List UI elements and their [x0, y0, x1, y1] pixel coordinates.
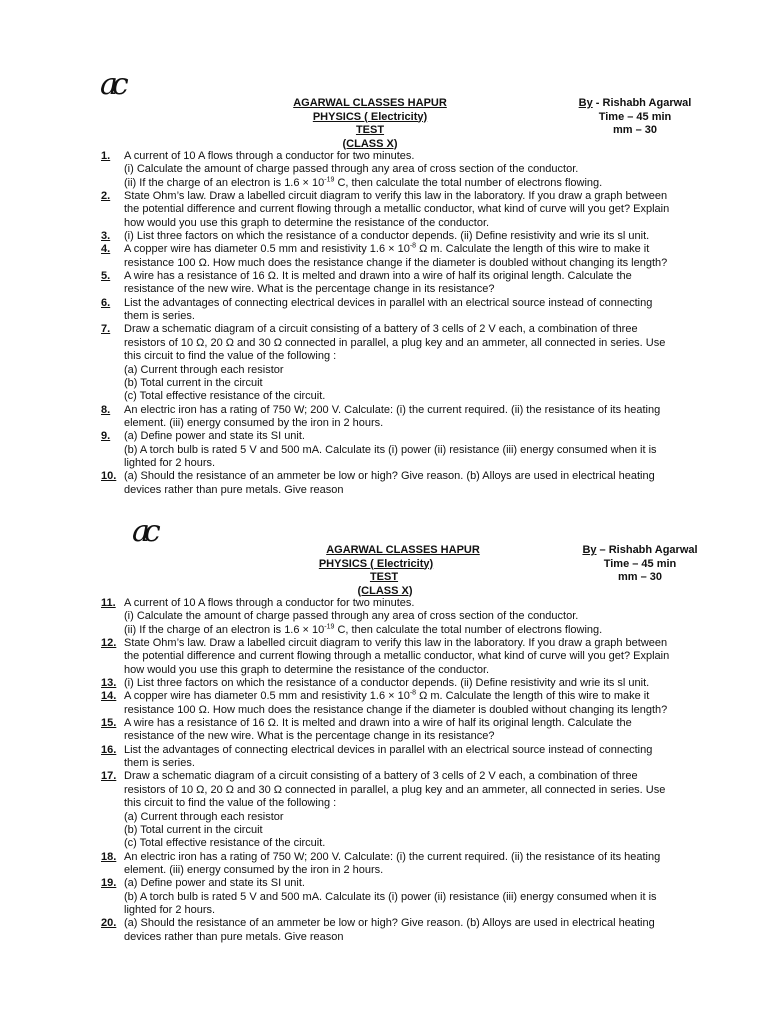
time-limit: Time – 45 min [603, 557, 677, 570]
by-label: By [582, 544, 597, 556]
question-number: 9. [101, 430, 111, 443]
author-name: - Rishabh Agarwal [592, 97, 692, 109]
question-number: 10. [101, 470, 117, 483]
question-line: devices rather than pure metals. Give reason [124, 930, 344, 943]
question-line: (b) Total current in the circuit [124, 376, 263, 389]
max-marks: mm – 30 [612, 124, 658, 136]
question-number: 20. [101, 917, 117, 930]
question-line: A wire has a resistance of 16 Ω. It is melted and drawn into a wire of half its original length. Calculate the [124, 717, 632, 730]
question-number: 12. [101, 637, 117, 650]
question-line: resistors of 10 Ω, 20 Ω and 30 Ω connected in parallel, a plug key and an ammeter, all connected in series. Use [124, 783, 666, 796]
question-number: 2. [101, 190, 111, 203]
exponent: -8 [409, 242, 417, 250]
question-line: (a) Should the resistance of an ammeter be low or high? Give reason. (b) Alloys are used in electrical heating [124, 470, 655, 483]
question-line: lighted for 2 hours. [124, 456, 216, 469]
max-marks: mm – 30 [617, 571, 663, 583]
question-line: An electric iron has a rating of 750 W; 200 V. Calculate: (i) the current required. (ii) the resistance of its heating [124, 850, 661, 863]
question [101, 877, 701, 917]
question-number: 15. [101, 717, 117, 730]
question [101, 770, 701, 850]
question-line: element. (iii) energy consumed by the iron in 2 hours. [124, 863, 384, 876]
question-line: List the advantages of connecting electrical devices in parallel with an electrical source instead of connecting [124, 743, 653, 756]
question [101, 323, 701, 403]
question-line: A copper wire has diameter 0.5 mm and resistivity $1.6 \times 10^{-8}$ Ω m. Calculate the length of this wire to make it [124, 242, 650, 256]
question-line: (b) Total current in the circuit [124, 823, 263, 836]
question-line: (a) Current through each resistor [124, 363, 284, 376]
question-number: 5. [101, 270, 111, 283]
institute-name: AGARWAL CLASSES HAPUR [326, 544, 480, 556]
question-line: (ii) If the charge of an electron is $1.6 \times 10^{-19}$ C, then calculate the total number of electrons flowing. [124, 623, 603, 636]
question-number: 8. [101, 403, 111, 416]
question-line: (b) A torch bulb is rated 5 V and 500 mA. Calculate its (i) power (ii) resistance (iii) energy consumed when it is [124, 443, 657, 456]
question [101, 270, 701, 297]
question-line: A current of 10 A flows through a conductor for two minutes. [124, 150, 415, 162]
question-line: them is series. [124, 757, 195, 770]
question-line: Draw a schematic diagram of a circuit consisting of a battery of 3 cells of 2 V each, a combination of three [124, 323, 638, 336]
question-line: this circuit to find the value of the following : [124, 797, 337, 810]
question-line: (a) Current through each resistor [124, 810, 284, 823]
question-line: (ii) If the charge of an electron is $1.6 \times 10^{-19}$ C, then calculate the total number of electrons flowing. [124, 176, 603, 189]
question-line: the potential difference and current flowing through a metallic conductor, what kind of curve will you get? Explain [124, 203, 670, 216]
question-line: how would you use this graph to determine the resistance of the conductor. [124, 216, 490, 229]
question-number: 3. [101, 230, 111, 243]
question-number: 7. [101, 323, 111, 336]
test-title: TEST [355, 124, 385, 136]
question-line: List the advantages of connecting electrical devices in parallel with an electrical source instead of connecting [124, 296, 653, 309]
author-line [560, 544, 720, 558]
question-line: resistance of the new wire. What is the percentage change in its resistance? [124, 283, 495, 296]
question-list [101, 597, 701, 944]
header-center [303, 544, 503, 598]
question-line: A wire has a resistance of 16 Ω. It is melted and drawn into a wire of half its original length. Calculate the [124, 270, 632, 283]
question-line: (i) Calculate the amount of charge passed through any area of cross section of the conductor. [124, 163, 579, 176]
header-center [270, 97, 470, 151]
author-name: – Rishabh Agarwal [596, 544, 698, 556]
question [101, 150, 701, 190]
question-line: State Ohm’s law. Draw a labelled circuit diagram to verify this law in the laboratory. If you draw a graph between [124, 637, 668, 650]
question-number: 6. [101, 296, 111, 309]
question-line: how would you use this graph to determine the resistance of the conductor. [124, 663, 490, 676]
question-line: the potential difference and current flowing through a metallic conductor, what kind of curve will you get? Explain [124, 650, 670, 663]
question [101, 243, 701, 270]
question-line: (c) Total effective resistance of the circuit. [124, 837, 326, 850]
question-line: resistance 100 Ω. How much does the resistance change if the diameter is doubled without changing its length? [124, 703, 668, 716]
question-number: 16. [101, 743, 117, 756]
question-line: lighted for 2 hours. [124, 903, 216, 916]
question [101, 677, 701, 690]
test-title: TEST [369, 571, 399, 583]
question [101, 297, 701, 324]
question [101, 404, 701, 431]
question-line: (a) Define power and state its SI unit. [124, 430, 305, 443]
question-number: 4. [101, 243, 111, 256]
time-limit: Time – 45 min [598, 110, 672, 123]
question [101, 470, 701, 497]
question [101, 430, 701, 470]
question-number: 19. [101, 877, 117, 890]
question-line: An electric iron has a rating of 750 W; 200 V. Calculate: (i) the current required. (ii) the resistance of its heating [124, 403, 661, 416]
question-line: State Ohm’s law. Draw a labelled circuit diagram to verify this law in the laboratory. If you draw a graph between [124, 190, 668, 203]
question-number: 13. [101, 677, 117, 690]
exponent: -19 [324, 623, 335, 631]
author-line [560, 97, 710, 111]
subject-title: PHYSICS ( Electricity) [318, 557, 434, 570]
class-title: (CLASS X) [357, 584, 413, 597]
question-number: 17. [101, 770, 117, 783]
question [101, 230, 701, 243]
question-line: resistance of the new wire. What is the percentage change in its resistance? [124, 730, 495, 743]
question-line: (a) Define power and state its SI unit. [124, 877, 305, 890]
class-title: (CLASS X) [342, 137, 398, 150]
question-line: (i) Calculate the amount of charge passed through any area of cross section of the conductor. [124, 610, 579, 623]
question-line: element. (iii) energy consumed by the iron in 2 hours. [124, 416, 384, 429]
exponent: -8 [409, 689, 417, 697]
question-number: 11. [101, 597, 116, 609]
question [101, 597, 701, 637]
question [101, 851, 701, 878]
question [101, 690, 701, 717]
question-line: (b) A torch bulb is rated 5 V and 500 mA. Calculate its (i) power (ii) resistance (iii) energy consumed when it is [124, 890, 657, 903]
question-list [101, 150, 701, 497]
question-number: 18. [101, 850, 117, 863]
institute-name: AGARWAL CLASSES HAPUR [293, 97, 447, 109]
question-line: (a) Should the resistance of an ammeter be low or high? Give reason. (b) Alloys are used in electrical heating [124, 917, 655, 930]
question-line: resistance 100 Ω. How much does the resistance change if the diameter is doubled without changing its length? [124, 256, 668, 269]
exponent: -19 [324, 176, 335, 184]
question-line: devices rather than pure metals. Give reason [124, 483, 344, 496]
question-line: this circuit to find the value of the following : [124, 350, 337, 363]
question-line: (i) List three factors on which the resistance of a conductor depends. (ii) Define resistivity and wrie its sl unit. [124, 230, 650, 243]
question-line: (c) Total effective resistance of the circuit. [124, 390, 326, 403]
question [101, 190, 701, 230]
question-line: A current of 10 A flows through a conductor for two minutes. [124, 597, 415, 609]
question [101, 717, 701, 744]
by-label: By [578, 97, 593, 109]
question [101, 637, 701, 677]
question [101, 744, 701, 771]
question-number: 1. [101, 150, 111, 162]
institute-logo: ac [100, 67, 123, 102]
question-number: 14. [101, 690, 117, 703]
question-line: (i) List three factors on which the resistance of a conductor depends. (ii) Define resistivity and wrie its sl unit. [124, 677, 650, 690]
question-line: A copper wire has diameter 0.5 mm and resistivity $1.6 \times 10^{-8}$ Ω m. Calculate the length of this wire to make it [124, 689, 650, 703]
institute-logo: ac [132, 514, 155, 549]
question [101, 917, 701, 944]
question-line: them is series. [124, 310, 195, 323]
question-line: Draw a schematic diagram of a circuit consisting of a battery of 3 cells of 2 V each, a combination of three [124, 770, 638, 783]
question-line: resistors of 10 Ω, 20 Ω and 30 Ω connected in parallel, a plug key and an ammeter, all connected in series. Use [124, 336, 666, 349]
subject-title: PHYSICS ( Electricity) [312, 110, 428, 123]
header-right [560, 97, 710, 138]
header-right [560, 544, 720, 585]
